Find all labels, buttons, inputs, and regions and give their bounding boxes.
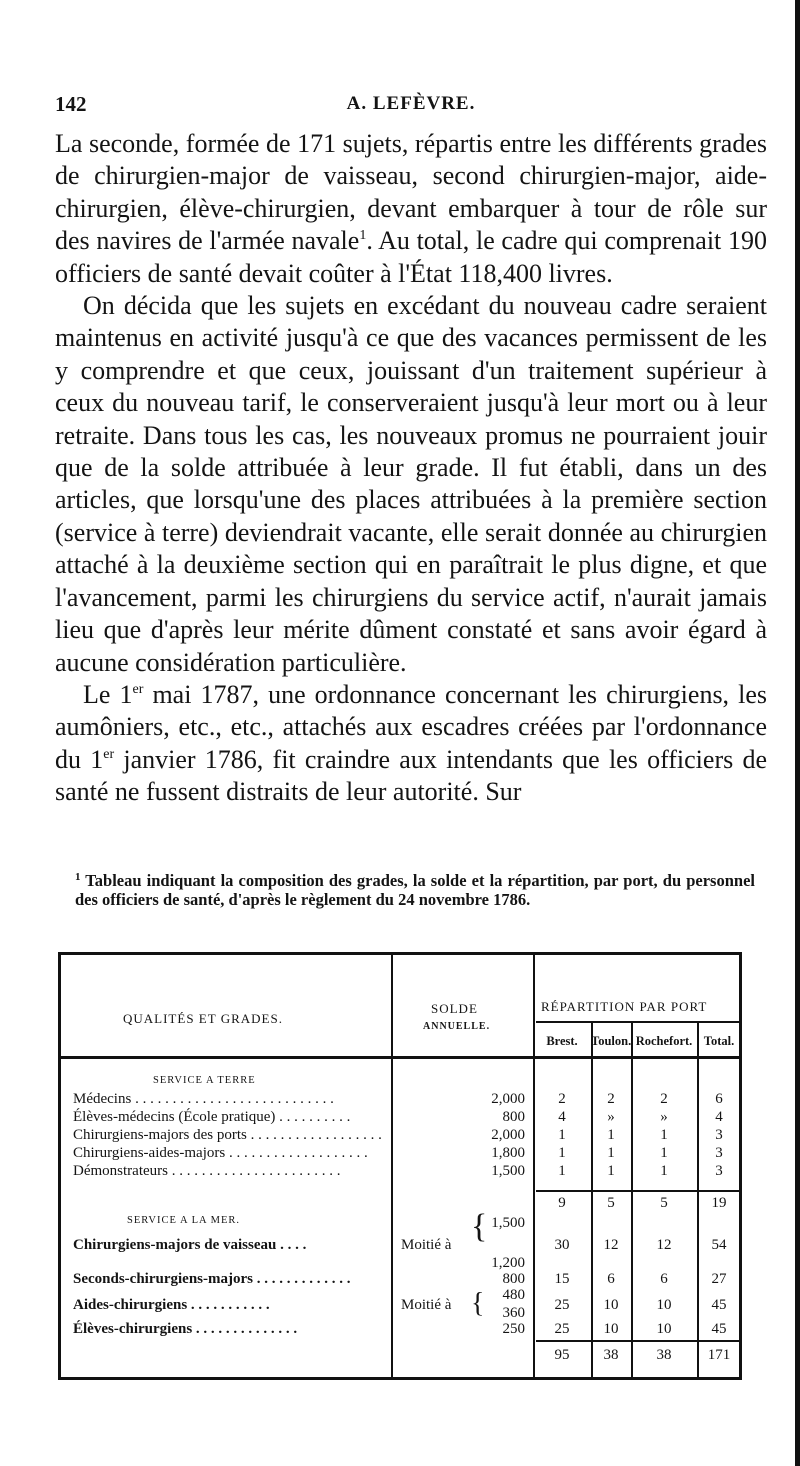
total-cell: 45 bbox=[711, 1321, 727, 1337]
rochefort-cell: 12 bbox=[656, 1237, 672, 1253]
brest-cell: 1 bbox=[558, 1145, 566, 1161]
ordinal-sup-2: er bbox=[103, 746, 115, 762]
rochefort-cell: 10 bbox=[656, 1321, 672, 1337]
header-solde: SOLDE bbox=[431, 1001, 478, 1016]
rochefort-cell: 1 bbox=[660, 1163, 668, 1179]
subtotal-rule-2 bbox=[536, 1340, 741, 1342]
rochefort-cell: 1 bbox=[660, 1145, 668, 1161]
solde-cell: 800 bbox=[502, 1271, 525, 1287]
row-grade: Chirurgiens-majors de vaisseau . . . . bbox=[73, 1237, 307, 1253]
brest-cell: 15 bbox=[554, 1271, 570, 1287]
rochefort-cell: 10 bbox=[656, 1297, 672, 1313]
subtotal-toulon: 5 bbox=[607, 1195, 615, 1211]
solde-cell: 800 bbox=[502, 1109, 525, 1125]
grade-label: Seconds-chirurgiens-majors bbox=[73, 1271, 253, 1287]
toulon-cell: 2 bbox=[607, 1091, 615, 1107]
total-cell: 4 bbox=[715, 1109, 723, 1125]
footnote-mark: 1 bbox=[359, 228, 367, 244]
grade-label: Chirurgiens-majors de vaisseau bbox=[73, 1237, 277, 1253]
brest-cell: 30 bbox=[554, 1237, 570, 1253]
toulon-cell: 12 bbox=[603, 1237, 619, 1253]
running-head: A. LEFÈVRE. bbox=[346, 93, 476, 114]
subtotal-rochefort: 38 bbox=[656, 1347, 672, 1363]
header-brest: Brest. bbox=[546, 1034, 578, 1048]
header-toulon: Toulon. bbox=[591, 1034, 632, 1048]
solde-cell: 2,000 bbox=[491, 1091, 525, 1107]
grade-label: Médecins bbox=[73, 1091, 132, 1107]
row-grade: Chirurgiens-aides-majors . . . . . . . . . . . . . . . . . . . bbox=[73, 1145, 368, 1161]
footnote-text: Tableau indiquant la composition des grades, la solde et la répartition, par port, du personnel des officiers de santé, d'après le règlement du 24 novembre 1786. bbox=[75, 871, 755, 909]
row-grade: Élèves-chirurgiens . . . . . . . . . . . . . . bbox=[73, 1321, 298, 1337]
toulon-cell: 1 bbox=[607, 1145, 615, 1161]
header-rochefort: Rochefort. bbox=[635, 1034, 693, 1048]
paragraph-3-mid: mai 1787, une ordonnance concernant les chirurgiens, les aumôniers, etc., etc., attachés aux escadres créées par l'ordonnance du 1 bbox=[55, 679, 768, 774]
brace-icon: { bbox=[471, 1288, 485, 1319]
grade-label: Élèves-médecins (École pratique) bbox=[73, 1109, 276, 1125]
total-cell: 3 bbox=[715, 1145, 723, 1161]
paragraph-2: On décida que les sujets en excédant du nouveau cadre seraient maintenus en activité jusqu'à ce que des vacances permissent de les y comprendre et que ceux, jouissant d'un traitement supérieur à ceux du nouveau tarif, le conserveraient jusqu'à leur mort ou à leur retraite. Dans tous les cas, les nouveaux promus ne pourraient jouir que de la solde attribuée à leur grade. Il fut établi, dans un des articles, que lorsqu'une des places attribuées à la première section (service à terre) deviendrait vacante, elle serait donnée au chirurgien attaché à la deuxième section qui en paraîtrait le plus digne, et que l'avancement, parmi les chirurgiens du service actif, n'aurait jamais lieu que d'après leur mérite dûment constaté et sans avoir égard à aucune considération particulière. bbox=[55, 291, 767, 677]
footnote-number: 1 bbox=[75, 871, 81, 883]
brace-icon: { bbox=[471, 1208, 488, 1245]
page-number: 142 bbox=[55, 92, 87, 116]
col-divider-grades bbox=[391, 955, 393, 1377]
grade-label: Élèves-chirurgiens bbox=[73, 1321, 193, 1337]
grade-label: Aides-chirurgiens bbox=[73, 1297, 188, 1313]
toulon-cell: 1 bbox=[607, 1127, 615, 1143]
paragraph-3-start: Le 1 bbox=[83, 679, 133, 709]
solde-cell: 1,500 bbox=[491, 1163, 525, 1179]
rochefort-cell: 1 bbox=[660, 1127, 668, 1143]
total-cell: 54 bbox=[711, 1237, 727, 1253]
brest-cell: 4 bbox=[558, 1109, 566, 1125]
solde-prefix: Moitié à bbox=[401, 1237, 452, 1253]
rochefort-cell: » bbox=[660, 1109, 668, 1125]
header-qualites: QUALITÉS ET GRADES. bbox=[123, 1011, 283, 1026]
solde-cell: 480 bbox=[502, 1287, 525, 1303]
row-grade: Médecins . . . . . . . . . . . . . . . . . . . . . . . . . . . bbox=[73, 1091, 334, 1107]
solde-cell-2: 1,200 bbox=[491, 1255, 525, 1271]
body-text bbox=[55, 128, 767, 809]
footnote bbox=[75, 872, 755, 909]
solde-cell: 250 bbox=[502, 1321, 525, 1337]
brest-cell: 1 bbox=[558, 1163, 566, 1179]
solde-cell: 1,500 bbox=[491, 1215, 525, 1231]
brest-cell: 1 bbox=[558, 1127, 566, 1143]
brest-cell: 25 bbox=[554, 1321, 570, 1337]
paragraph-3-tail: janvier 1786, fit craindre aux intendants que les officiers de santé ne fussent distraits de leur autorité. Sur bbox=[55, 744, 767, 807]
paragraph-1 bbox=[55, 128, 767, 290]
section-title-mer: SERVICE A LA MER. bbox=[127, 1215, 241, 1226]
grade-label: Chirurgiens-majors des ports bbox=[73, 1127, 247, 1143]
row-grade: Démonstrateurs . . . . . . . . . . . . . . . . . . . . . . . bbox=[73, 1163, 341, 1179]
brest-cell: 2 bbox=[558, 1091, 566, 1107]
solde-cell-2: 360 bbox=[502, 1305, 525, 1321]
subtotal-rule-1 bbox=[536, 1190, 741, 1192]
row-grade: Seconds-chirurgiens-majors . . . . . . . . . . . . . bbox=[73, 1271, 351, 1287]
subtotal-toulon: 38 bbox=[603, 1347, 619, 1363]
header-rule bbox=[61, 1056, 741, 1059]
subtotal-brest: 9 bbox=[558, 1195, 566, 1211]
header-annuelle: ANNUELLE. bbox=[423, 1021, 491, 1032]
section-title-terre: SERVICE A TERRE bbox=[153, 1075, 256, 1086]
paragraph-3 bbox=[55, 679, 767, 809]
paragraph-1-text: La seconde, formée de 171 sujets, répartis entre les différents grades de chirurgien-major de vaisseau, second chirurgien-major, aide-chirurgien, élève-chirurgien, devant embarquer à tour de rôle sur des navires de l'armée navale bbox=[55, 129, 767, 256]
row-grade: Chirurgiens-majors des ports . . . . . . . . . . . . . . . . . . bbox=[73, 1127, 382, 1143]
header-total: Total. bbox=[703, 1034, 735, 1048]
toulon-cell: 10 bbox=[603, 1297, 619, 1313]
row-grade: Aides-chirurgiens . . . . . . . . . . . bbox=[73, 1297, 270, 1313]
ordinal-sup: er bbox=[132, 681, 144, 697]
repartition-rule bbox=[536, 1021, 741, 1023]
paragraph-1-tail: . Au total, le cadre qui comprenait 190 officiers de santé devait coûter à l'État 118,400 livres. bbox=[55, 226, 767, 288]
total-cell: 27 bbox=[711, 1271, 727, 1287]
subtotal-rochefort: 5 bbox=[660, 1195, 668, 1211]
row-grade: Élèves-médecins (École pratique) . . . . . . . . . . bbox=[73, 1109, 351, 1125]
solde-cell: 2,000 bbox=[491, 1127, 525, 1143]
subtotal-brest: 95 bbox=[554, 1347, 570, 1363]
toulon-cell: » bbox=[607, 1109, 615, 1125]
total-cell: 3 bbox=[715, 1163, 723, 1179]
page-edge bbox=[795, 0, 800, 1466]
grade-label: Chirurgiens-aides-majors bbox=[73, 1145, 226, 1161]
total-cell: 6 bbox=[715, 1091, 723, 1107]
page-header bbox=[55, 92, 767, 122]
personnel-table bbox=[58, 952, 742, 1380]
toulon-cell: 1 bbox=[607, 1163, 615, 1179]
grade-label: Démonstrateurs bbox=[73, 1163, 168, 1179]
toulon-cell: 6 bbox=[607, 1271, 615, 1287]
subtotal-total: 171 bbox=[707, 1347, 731, 1363]
brest-cell: 25 bbox=[554, 1297, 570, 1313]
solde-prefix: Moitié à bbox=[401, 1297, 452, 1313]
header-repartition: RÉPARTITION PAR PORT bbox=[541, 999, 708, 1014]
subtotal-total: 19 bbox=[711, 1195, 727, 1211]
solde-cell: 1,800 bbox=[491, 1145, 525, 1161]
total-cell: 45 bbox=[711, 1297, 727, 1313]
rochefort-cell: 6 bbox=[660, 1271, 668, 1287]
rochefort-cell: 2 bbox=[660, 1091, 668, 1107]
toulon-cell: 10 bbox=[603, 1321, 619, 1337]
total-cell: 3 bbox=[715, 1127, 723, 1143]
